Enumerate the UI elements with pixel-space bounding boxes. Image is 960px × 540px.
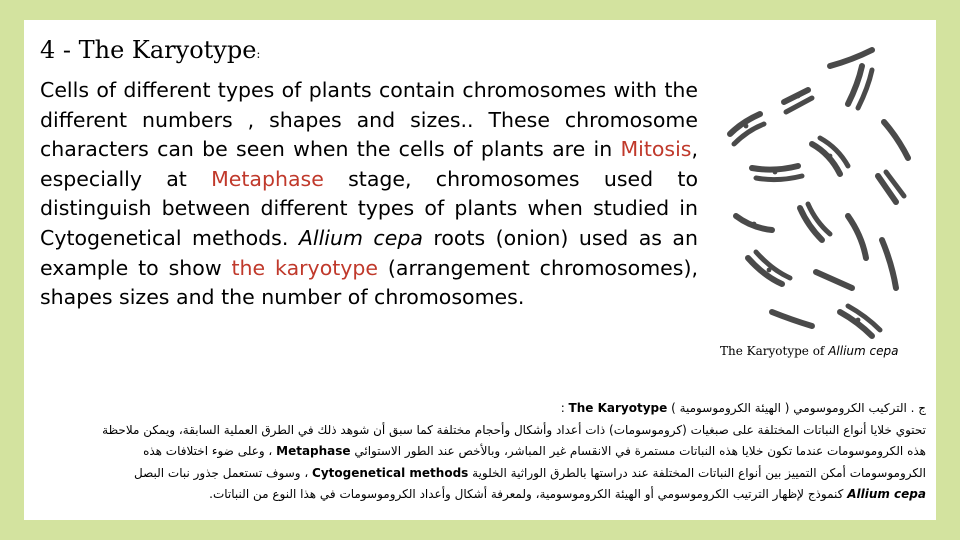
arabic-line-4 [34,463,926,485]
arabic-line-3-pre: هذه الكروموسومات عندما تكون خلايا هذه النباتات مستمرة في الانقسام غير المباشر، وبالأخص عند الطور الاستوائي [350,444,926,458]
term-mitosis: Mitosis [620,137,692,162]
arabic-line-1-post: : [560,401,569,415]
term-metaphase: Metaphase [211,166,324,191]
body-part-3: stage, chromosomes used to distinguish between different types of plants when studied in Cytogenetical methods. [40,166,698,250]
slide [24,20,936,520]
title-colon: : [256,47,261,61]
caption-prefix: The Karyotype of [720,344,829,358]
chromosome-spread-illustration [712,26,928,346]
figure-caption [720,344,898,358]
arabic-line-4-term: Cytogenetical methods [312,465,469,480]
arabic-translation [34,398,926,506]
term-allium-cepa: Allium cepa [298,225,423,250]
arabic-line-4-pre: الكروموسومات أمكن التمييز بين أنواع النباتات المختلفة عند دراستها بالطرق الوراثية الخلوية [468,465,926,480]
body-paragraph [40,76,698,313]
arabic-line-1-term: The Karyotype [568,401,668,415]
arabic-line-5 [34,484,926,506]
arabic-line-5-post: كنموذج لإظهار الترتيب الكروموسومي أو الهيئة الكروموسومية، ولمعرفة أشكال وأعداد الكروموسومات في هذا النوع من النباتات. [209,487,848,501]
body-part-2: , especially at [40,137,698,191]
karyotype-image [712,26,928,346]
arabic-line-3-term: Metaphase [276,444,351,458]
caption-species: Allium cepa [828,344,899,358]
term-karyotype: the karyotype [231,255,379,280]
arabic-line-5-term: Allium cepa [847,487,926,501]
arabic-line-2: تحتوي خلايا أنواع النباتات المختلفة على صبغيات (كروموسومات) ذات أعداد وأشكال وأحجام مختلفة كما سبق أن شوهد ذلك في الطرق العملية السابقة، ويمكن ملاحظة [102,422,926,437]
slide-title [40,36,260,64]
body-part-1: Cells of different types of plants contain chromosomes with the different numbers , shapes and sizes.. These chromosome characters can be seen when the cells of plants are in [40,78,698,162]
arabic-line-4-post: ، وسوف تستعمل جذور نبات البصل [133,465,313,480]
arabic-line-3 [34,441,926,463]
body-part-4: roots (onion) used as an example to show [40,225,698,280]
title-text: 4 - The Karyotype [40,36,257,64]
arabic-line-3-post: ، وعلى ضوء اختلافات هذه [143,444,277,458]
body-part-5: (arrangement chromosomes), shapes sizes and the number of chromosomes. [40,255,698,310]
arabic-line-1-pre: ج . التركيب الكروموسومي ( الهيئة الكروموسومية ) [667,401,926,415]
chromosomes [730,50,908,336]
arabic-line-1 [34,398,926,420]
